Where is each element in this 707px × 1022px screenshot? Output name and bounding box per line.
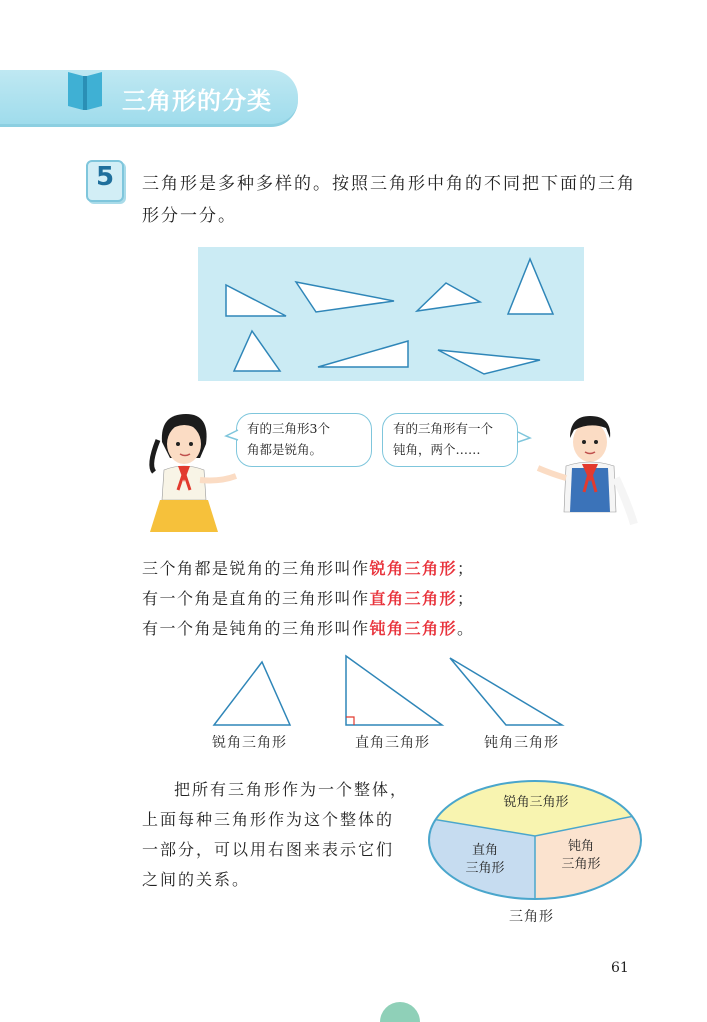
caption-obtuse: 钝角三角形 [484,735,559,751]
speech-bubble-boy [382,413,518,467]
bottom-tab [380,1002,420,1022]
example-intro [142,168,652,232]
intro-line-1: 三角形是多种多样的。按照三角形中角的不同把下面的三角 [142,174,636,194]
venn-label-obtuse [546,838,616,874]
panel-triangle-2 [296,282,394,312]
definition-right-text: 有一个角是直角的三角形叫作 [142,589,370,608]
paragraph-line-3: 一部分，可以用右图来表示它们 [142,840,395,859]
book-icon [66,66,104,112]
paragraph-line-1: 把所有三角形作为一个整体， [174,780,409,799]
triangle-panel-shapes [198,247,584,381]
panel-triangle-3 [417,283,480,311]
venn-label-whole: 三角形 [509,909,554,925]
example-number: 5 [95,162,115,192]
caption-acute: 锐角三角形 [212,735,287,751]
panel-triangle-4 [508,259,553,314]
paragraph-line-2: 上面每种三角形作为这个整体的 [142,810,395,829]
term-right: 直角三角形 [369,589,458,608]
venn-label-acute: 锐角三角形 [503,795,569,810]
paragraph-line-4: 之间的关系。 [142,870,251,889]
relation-paragraph [142,775,427,895]
definition-right [142,584,582,614]
speech-tail-girl [224,428,240,442]
definition-acute-end: ； [457,559,475,578]
caption-right: 直角三角形 [355,735,430,751]
example-triangles [200,650,580,730]
boy-illustration [532,408,642,536]
panel-triangle-1 [226,285,286,316]
definition-obtuse [142,614,582,644]
definition-right-end: ； [457,589,475,608]
girl-speech-line-1: 有的三角形3个 [247,421,330,436]
venn-label-obtuse-1: 钝角 [567,839,594,854]
speech-bubble-girl [236,413,372,467]
venn-label-right-2: 三角形 [465,861,505,876]
right-triangle [346,656,442,725]
panel-triangle-7 [438,350,540,374]
boy-speech-line-1: 有的三角形有一个 [393,421,494,436]
boy-speech-line-2: 钝角，两个…… [393,442,481,457]
panel-triangle-5 [234,331,280,371]
girl-speech-line-2: 角都是锐角。 [247,442,323,457]
section-title: 三角形的分类 [122,87,272,115]
definition-acute [142,554,582,584]
speech-tail-boy [516,430,532,444]
obtuse-triangle [450,658,562,725]
definition-acute-text: 三个角都是锐角的三角形叫作 [142,559,370,578]
panel-triangle-6 [318,341,408,367]
definition-obtuse-end: 。 [457,619,475,638]
term-acute: 锐角三角形 [369,559,458,578]
venn-label-right [450,842,520,878]
term-obtuse: 钝角三角形 [369,619,458,638]
venn-label-obtuse-2: 三角形 [561,857,601,872]
venn-label-right-1: 直角 [471,843,498,858]
triangle-panel [198,247,584,381]
page-number: 61 [611,960,629,976]
definition-obtuse-text: 有一个角是钝角的三角形叫作 [142,619,370,638]
acute-triangle [214,662,290,725]
intro-line-2: 形分一分。 [142,206,237,226]
